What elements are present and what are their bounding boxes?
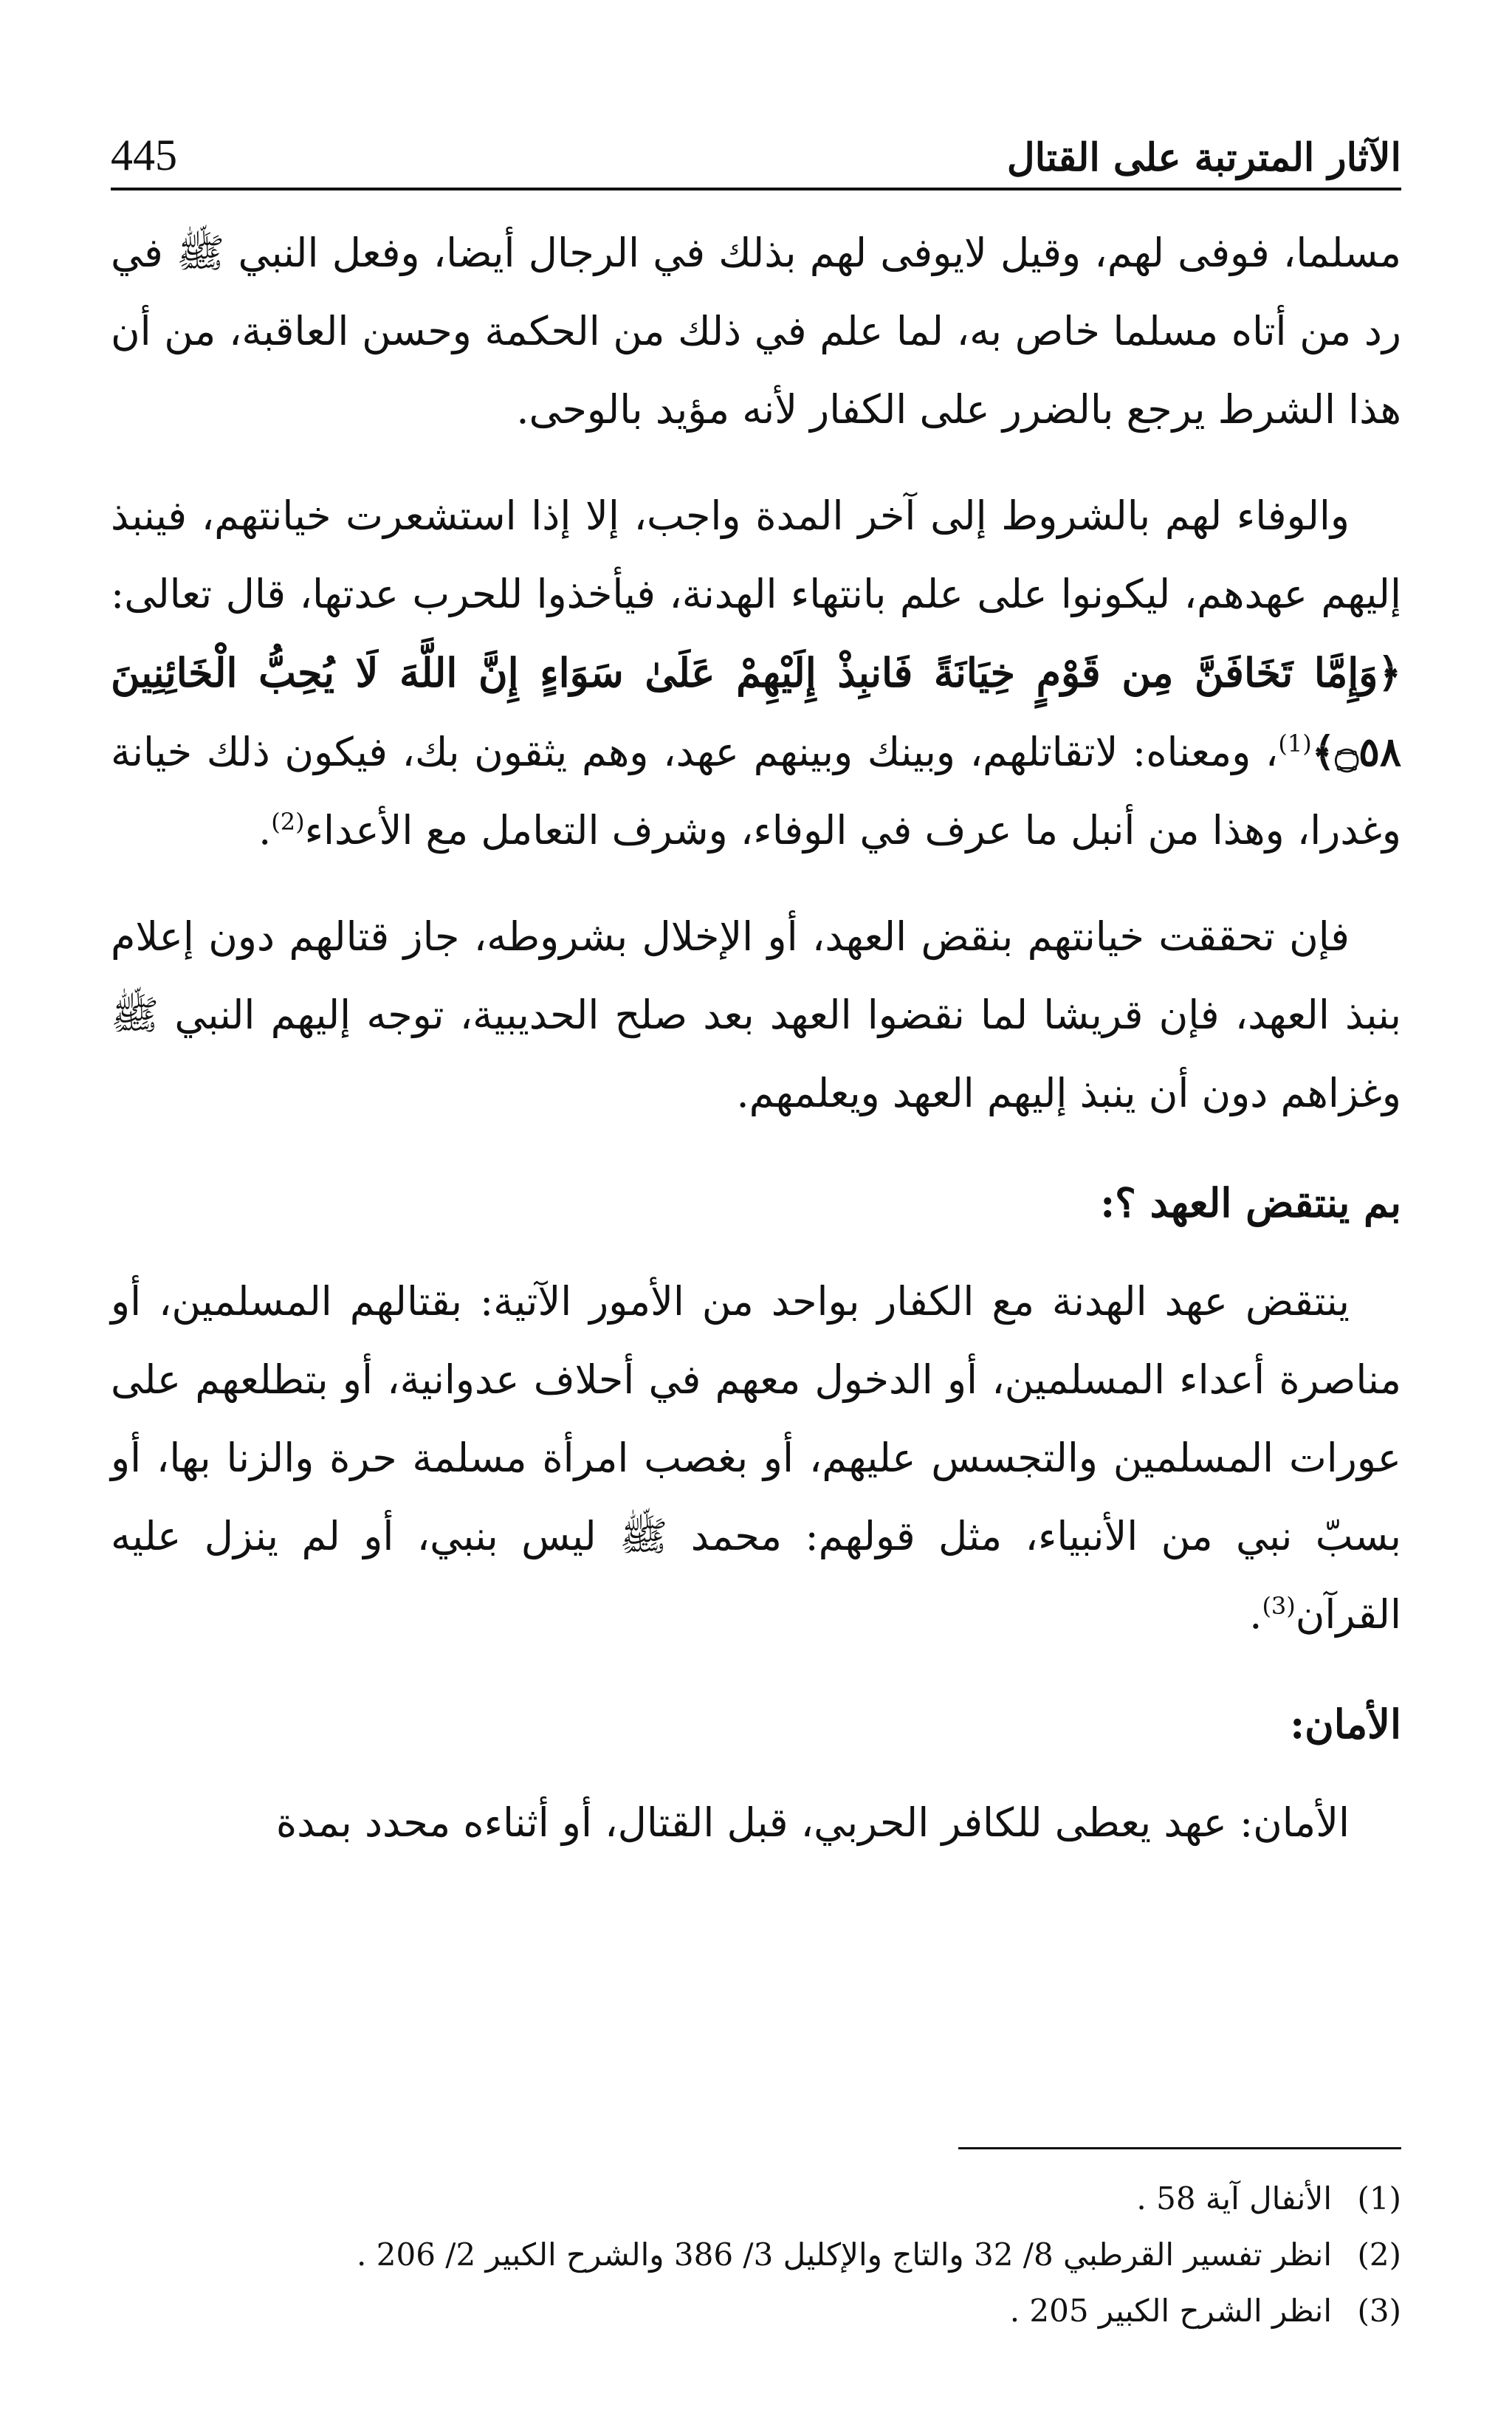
footnote-ref-2: (2) xyxy=(271,808,305,836)
page-number: 445 xyxy=(111,131,177,179)
footnote-ref-3: (3) xyxy=(1262,1592,1296,1620)
section-heading-aman: الأمان: xyxy=(1290,1700,1401,1748)
footnote-number: (2) xyxy=(1357,2236,1401,2273)
footnote-rule xyxy=(958,2147,1401,2149)
paragraph-1: مسلما، فوفى لهم، وقيل لايوفى لهم بذلك في الرجال أيضا، وفعل النبي ﷺ في رد من أتاه مسلما خاص به، لما علم في ذلك من الحكمة وحسن العاقبة، من أن هذا الشرط يرجع بالضرر على الكفار لأنه مؤيد بالوحى. xyxy=(111,230,1401,433)
footnote-text: انظر الشرح الكبير 205 . xyxy=(1009,2293,1332,2329)
footnote-text: انظر تفسير القرطبي 8/ 32 والتاج والإكليل 3/ 386 والشرح الكبير 2/ 206 . xyxy=(357,2236,1332,2273)
page-body xyxy=(111,214,1401,1890)
paragraph-2-text-after: ، ومعناه: لاتقاتلهم، وبينك وبينهم عهد، وهم يثقون بك، فيكون ذلك خيانة وغدرا، وهذا من أنبل ما عرف في الوفاء، وشرف التعامل مع الأعداء xyxy=(111,729,1401,854)
quran-verse: ﴿وَإِمَّا تَخَافَنَّ مِن قَوْمٍ خِيَانَةً فَانبِذْ إِلَيْهِمْ عَلَىٰ سَوَاءٍ إِنَّ اللَّهَ لَا يُحِبُّ الْخَائِنِينَ ۝٥٨﴾ xyxy=(111,649,1401,775)
footnote-ref-1: (1) xyxy=(1278,729,1312,758)
footnote-3 xyxy=(111,2283,1401,2339)
paragraph-4-end: . xyxy=(1249,1591,1262,1638)
footnote-2 xyxy=(111,2227,1401,2283)
footnote-number: (3) xyxy=(1357,2293,1401,2329)
paragraph-5: الأمان: عهد يعطى للكافر الحربي، قبل القتال، أو أثناءه محدد بمدة xyxy=(275,1799,1350,1846)
footnote-text: الأنفال آية 58 . xyxy=(1136,2180,1332,2217)
paragraph-3: فإن تحققت خيانتهم بنقض العهد، أو الإخلال بشروطه، جاز قتالهم دون إعلام بنبذ العهد، فإن قريشا لما نقضوا العهد بعد صلح الحديبية، توجه إليهم النبي ﷺ وغزاهم دون أن ينبذ إليهم العهد ويعلمهم. xyxy=(111,913,1401,1116)
footnote-number: (1) xyxy=(1357,2180,1401,2217)
page-header xyxy=(111,96,1401,180)
paragraph-4-text: ينتقض عهد الهدنة مع الكفار بواحد من الأمور الآتية: بقتالهم المسلمين، أو مناصرة أعداء المسلمين، أو الدخول معهم في أحلاف عدوانية، أو بتطلعهم على عورات المسلمين والتجسس عليهم، أو بغصب امرأة مسلمة حرة والزنا بها، أو بسبّ نبي من الأنبياء، مثل قولهم: محمد ﷺ ليس بنبي، أو لم ينزل عليه القرآن xyxy=(111,1278,1401,1638)
paragraph-4 xyxy=(111,1263,1401,1654)
header-rule xyxy=(111,188,1401,190)
running-title: الآثار المترتبة على القتال xyxy=(1006,135,1401,180)
paragraph-2-end: . xyxy=(258,807,272,854)
section-heading-treaty-breach: بم ينتقض العهد ؟: xyxy=(1100,1179,1401,1226)
paragraph-2 xyxy=(111,477,1401,870)
paragraph-2-text-before: والوفاء لهم بالشروط إلى آخر المدة واجب، إلا إذا استشعرت خيانتهم، فينبذ إليهم عهدهم، ليكونوا على علم بانتهاء الهدنة، فيأخذوا للحرب عدتها، قال تعالى: xyxy=(111,492,1401,617)
footnotes xyxy=(111,2171,1401,2339)
footnote-1 xyxy=(111,2171,1401,2227)
